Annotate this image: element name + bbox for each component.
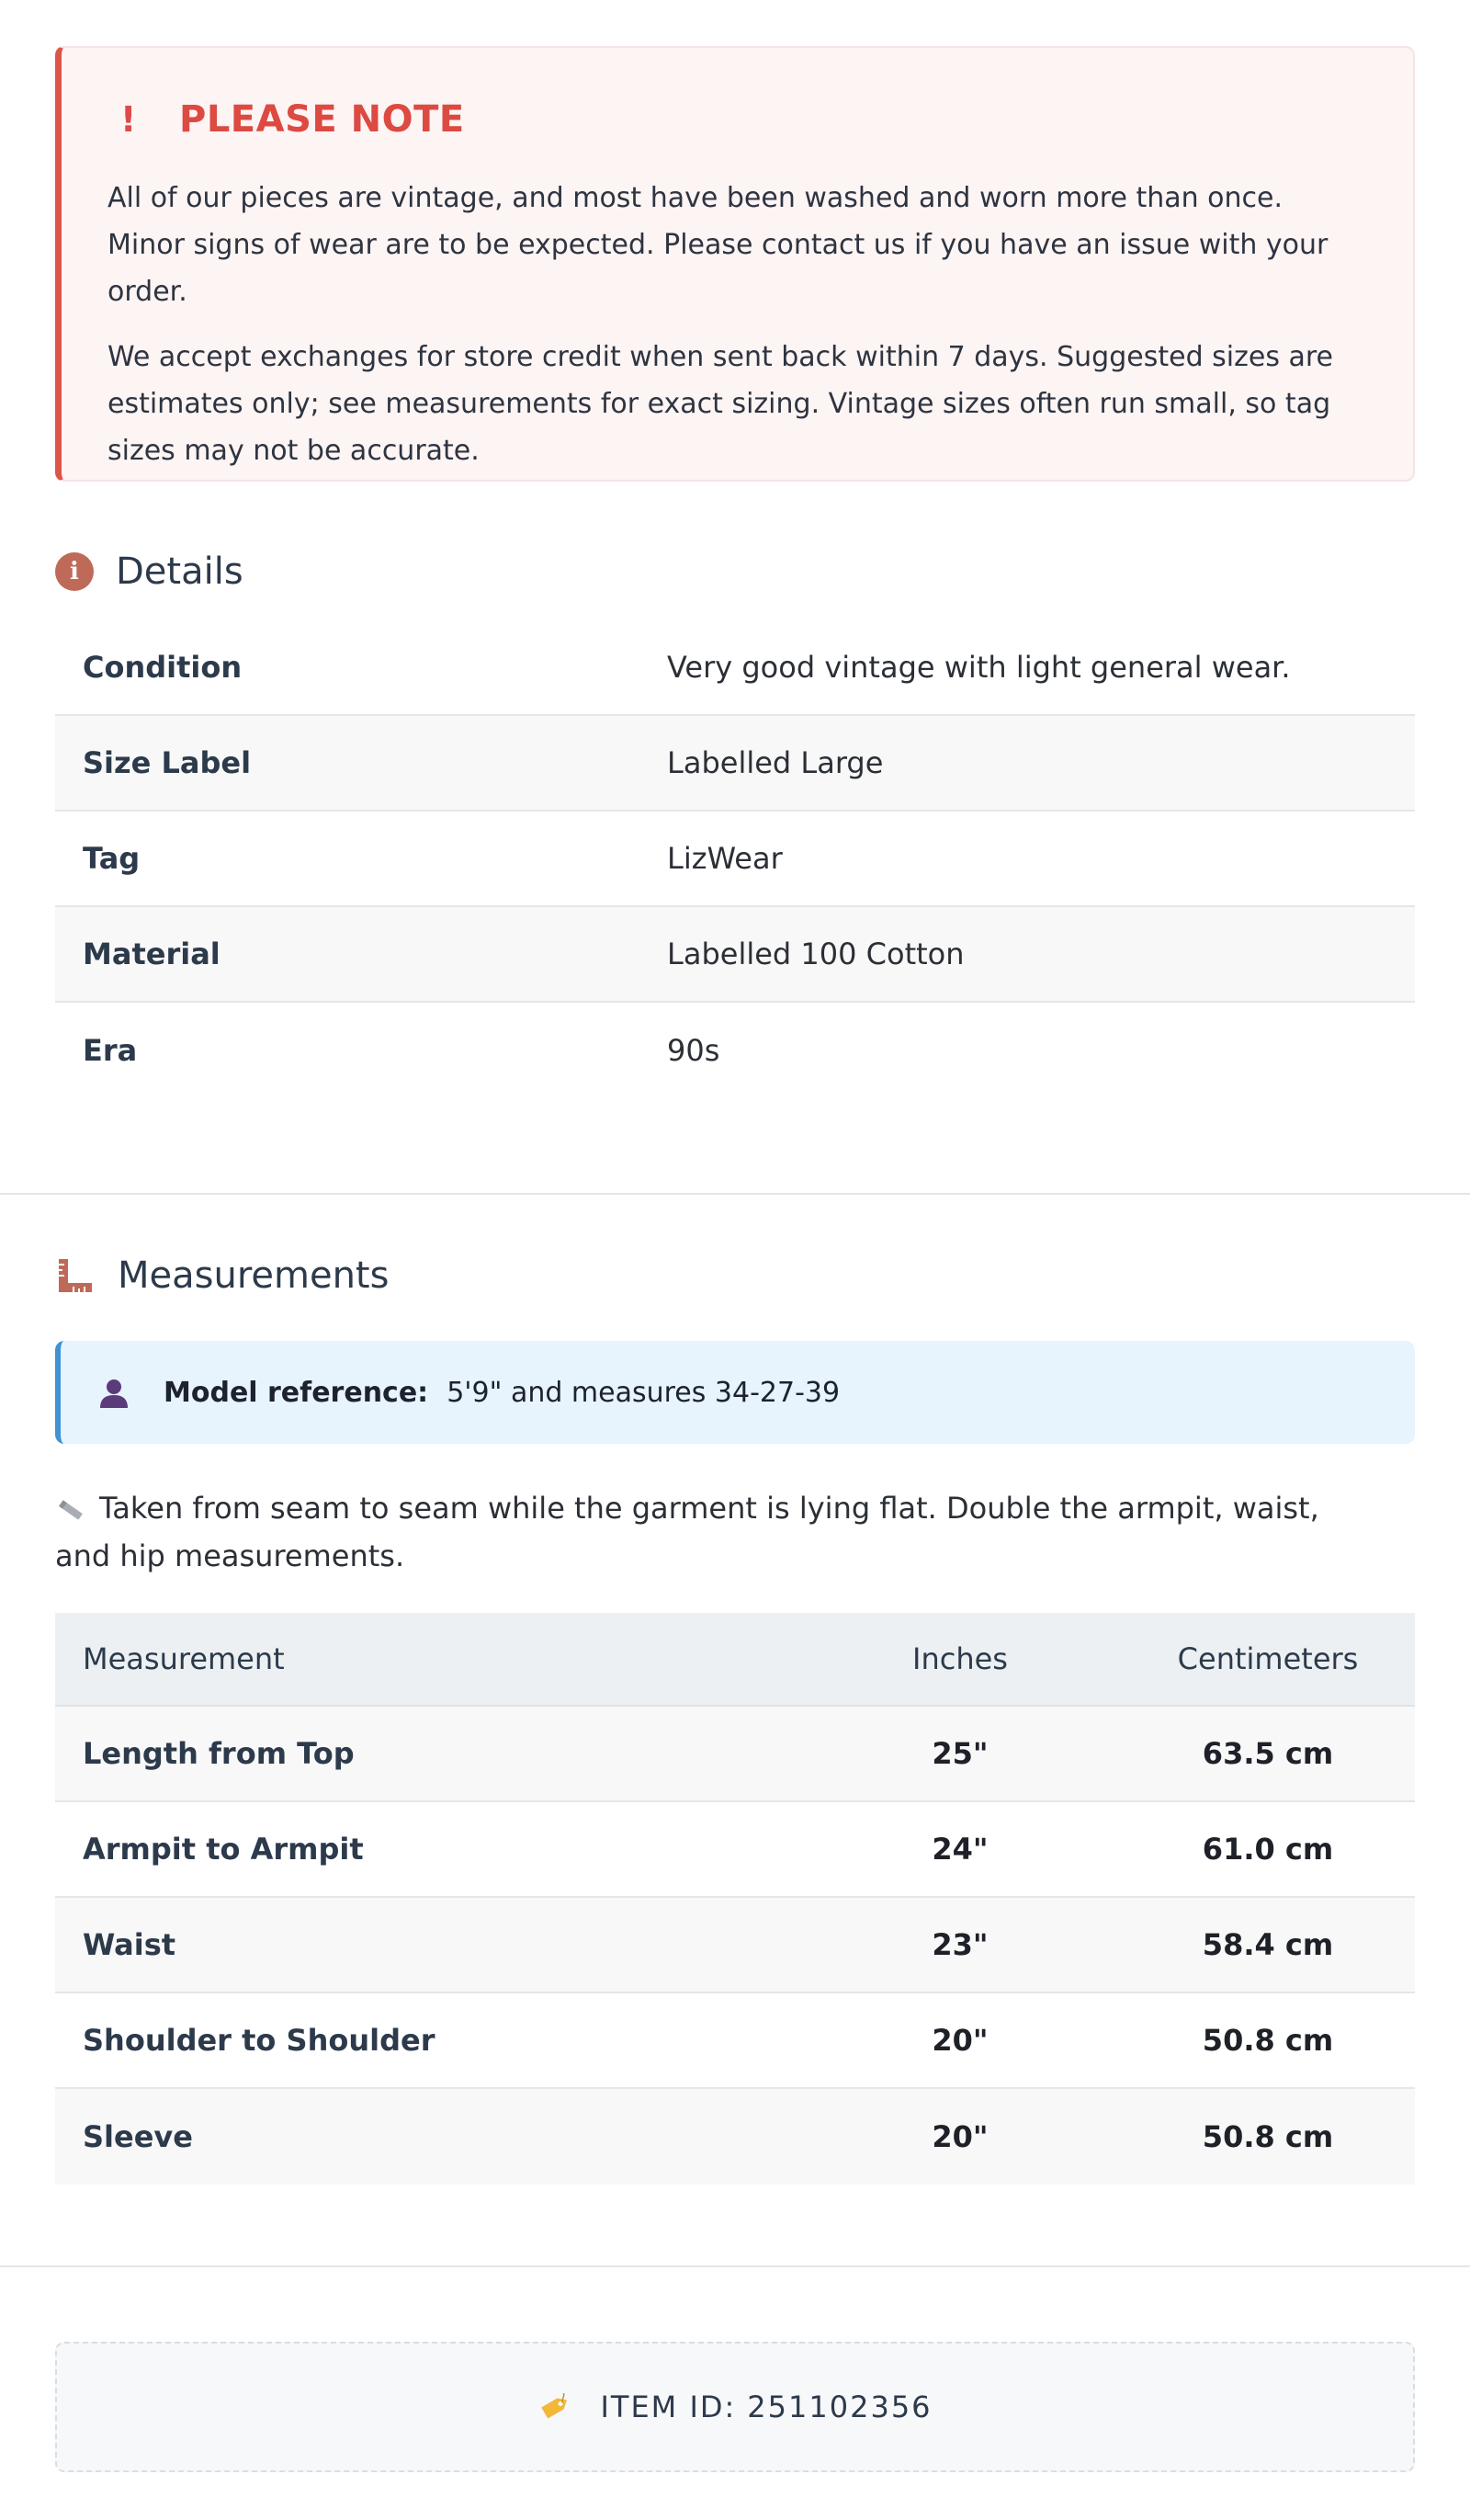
model-reference-box bbox=[55, 1341, 1415, 1444]
details-label: Condition bbox=[83, 650, 243, 685]
measurement-cm: 50.8 cm bbox=[1202, 2023, 1334, 2058]
details-value: Labelled 100 Cotton bbox=[667, 936, 965, 971]
details-value: Labelled Large bbox=[667, 745, 884, 780]
header-centimeters: Centimeters bbox=[1177, 1641, 1359, 1676]
measurement-name: Armpit to Armpit bbox=[83, 1832, 364, 1867]
header-inches: Inches bbox=[912, 1641, 1008, 1676]
measurement-name: Sleeve bbox=[83, 2119, 193, 2154]
measurement-name: Waist bbox=[83, 1927, 176, 1962]
notice-title: PLEASE NOTE bbox=[179, 98, 465, 141]
details-title: Details bbox=[116, 551, 243, 593]
model-reference-value: 5'9" and measures 34-27-39 bbox=[447, 1376, 841, 1409]
details-row-era bbox=[55, 1003, 1415, 1098]
measurements-header-row bbox=[55, 1613, 1415, 1707]
details-label: Size Label bbox=[83, 745, 252, 780]
measurement-cm: 63.5 cm bbox=[1202, 1736, 1334, 1771]
measurements-body bbox=[55, 1707, 1415, 2185]
measurement-inches: 25" bbox=[932, 1736, 989, 1771]
table-row bbox=[55, 1898, 1415, 1993]
person-icon bbox=[97, 1376, 130, 1409]
notice-paragraph-1: All of our pieces are vintage, and most have been washed and worn more than once. Minor signs of wear are to be expected. Please contact us if you have an issue with your order. bbox=[107, 182, 1329, 308]
details-value: LizWear bbox=[667, 841, 783, 876]
item-id-label: ITEM ID: bbox=[600, 2389, 737, 2424]
measurement-name: Length from Top bbox=[83, 1736, 355, 1771]
details-row-material bbox=[55, 907, 1415, 1003]
measurement-inches: 20" bbox=[932, 2119, 989, 2154]
item-id-value: 251102356 bbox=[747, 2389, 933, 2424]
details-heading bbox=[55, 548, 243, 596]
notice-paragraph-2: We accept exchanges for store credit when sent back within 7 days. Suggested sizes are estimates only; see measurements for exact sizing. Vintage sizes often run small, so tag sizes may not be accurate. bbox=[107, 341, 1334, 467]
measurements-title: Measurements bbox=[118, 1254, 390, 1297]
details-row-size-label bbox=[55, 716, 1415, 812]
item-id-box bbox=[55, 2342, 1415, 2472]
details-value: Very good vintage with light general wear. bbox=[667, 650, 1291, 685]
please-note-box bbox=[55, 46, 1415, 482]
details-label: Era bbox=[83, 1033, 138, 1068]
table-row bbox=[55, 1993, 1415, 2089]
header-measurement: Measurement bbox=[83, 1641, 285, 1676]
measurement-name: Shoulder to Shoulder bbox=[83, 2023, 435, 2058]
measurement-inches: 24" bbox=[932, 1832, 989, 1867]
measurement-inches: 23" bbox=[932, 1927, 989, 1962]
measurement-cm: 58.4 cm bbox=[1202, 1927, 1334, 1962]
measurement-cm: 50.8 cm bbox=[1202, 2119, 1334, 2154]
table-row bbox=[55, 2089, 1415, 2185]
notice-header bbox=[107, 99, 1363, 140]
details-label: Material bbox=[83, 936, 220, 971]
measurement-note bbox=[55, 1484, 1378, 1580]
measurements-heading bbox=[55, 1252, 389, 1300]
table-row bbox=[55, 1707, 1415, 1802]
model-reference-label: Model reference: bbox=[164, 1376, 429, 1409]
details-label: Tag bbox=[83, 841, 141, 876]
ruler-icon bbox=[55, 1255, 96, 1296]
info-icon: i bbox=[55, 552, 94, 591]
table-row bbox=[55, 1802, 1415, 1898]
details-table bbox=[55, 620, 1415, 1098]
tag-icon bbox=[537, 2393, 572, 2421]
pencil-icon bbox=[55, 1500, 86, 1520]
details-row-tag bbox=[55, 812, 1415, 907]
details-value: 90s bbox=[667, 1033, 720, 1068]
measurement-cm: 61.0 cm bbox=[1202, 1832, 1334, 1867]
details-row-condition bbox=[55, 620, 1415, 716]
section-divider bbox=[0, 2265, 1470, 2267]
section-divider bbox=[0, 1193, 1470, 1195]
exclamation-icon: ! bbox=[120, 99, 137, 140]
measurement-note-text: Taken from seam to seam while the garment is lying flat. Double the armpit, waist, and hip measurements. bbox=[55, 1491, 1319, 1573]
measurements-table bbox=[55, 1613, 1415, 2185]
measurement-inches: 20" bbox=[932, 2023, 989, 2058]
